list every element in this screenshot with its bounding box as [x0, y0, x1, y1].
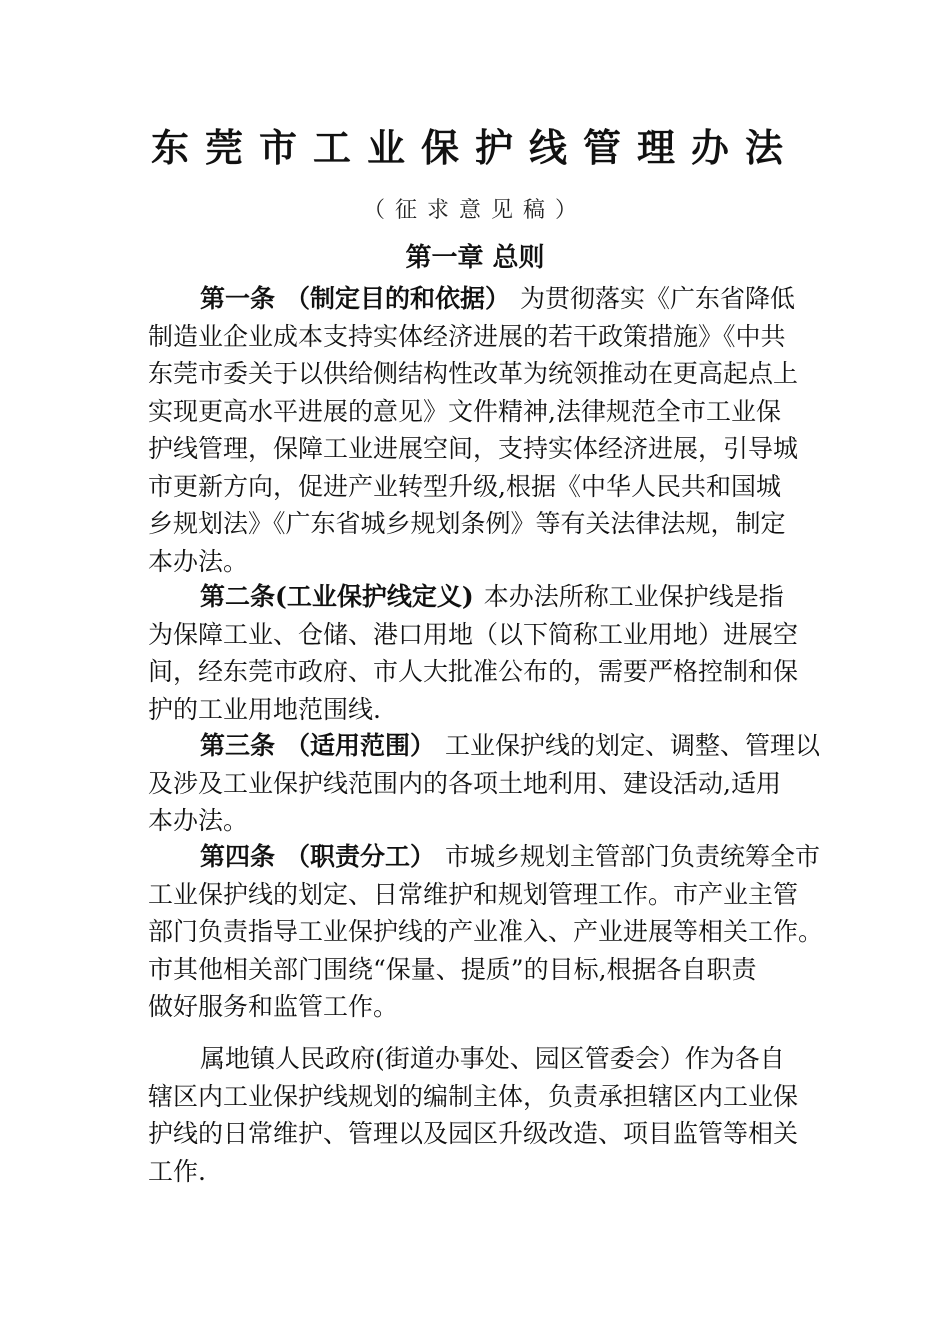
article-1-line-1: [148, 280, 808, 318]
article-3-heading: （适用范围）: [285, 731, 436, 760]
article-2-line-4: 护的工业用地范围线.: [148, 694, 381, 724]
article-1-label: 第一条: [200, 284, 276, 313]
document-subtitle: （征求意见稿）: [362, 198, 587, 223]
article-2-text: 本办法所称工业保护线是指: [483, 582, 784, 611]
article-4-line-3: 部门负责指导工业保护线的产业准入、产业进展等相关工作。: [148, 917, 824, 946]
article-4-heading: （职责分工）: [285, 842, 436, 871]
article-1: [148, 280, 808, 580]
article-1-line-6: 市更新方向，促进产业转型升级,根据《中华人民共和国城: [148, 471, 781, 501]
article-1-line-3: 东莞市委关于以供给侧结构性改革为统领推动在更高起点上: [148, 359, 799, 388]
article-3-line-3: 本办法。: [148, 806, 249, 835]
document-title: 东莞市工业保护线管理办法: [150, 125, 799, 170]
paragraph-5-line-4: 工作.: [148, 1156, 206, 1186]
article-2: [148, 578, 808, 728]
article-1-line-5: 护线管理，保障工业进展空间，支持实体经济进展，引导城: [148, 434, 799, 463]
article-3-text: 工业保护线的划定、调整、管理以: [445, 731, 821, 760]
paragraph-5-line-1: 属地镇人民政府(街道办事处、园区管委会）作为各自: [200, 1044, 785, 1073]
paragraph-5-line-2: 辖区内工业保护线规划的编制主体，负责承担辖区内工业保: [148, 1081, 799, 1111]
article-1-heading: （制定目的和依据）: [285, 284, 511, 313]
article-4-line-4: 市其他相关部门围绕“保量、提质”的目标,根据各自职责: [148, 954, 757, 984]
article-4: [148, 838, 824, 1026]
article-2-line-1: [148, 578, 808, 616]
article-4-line-1: [148, 838, 821, 876]
article-3-line-2: 及涉及工业保护线范围内的各项土地利用、建设活动,适用: [148, 768, 781, 798]
article-3-line-1: [148, 727, 821, 765]
article-4-line-5: 做好服务和监管工作。: [148, 992, 399, 1021]
chapter-heading: 第一章 总则: [405, 243, 545, 273]
article-1-line-2: 制造业企业成本支持实体经济进展的若干政策措施》《中共: [148, 321, 786, 351]
article-4-line-2: 工业保护线的划定、日常维护和规划管理工作。市产业主管: [148, 879, 799, 909]
local-government-paragraph: [148, 1040, 808, 1190]
article-2-label: 第二条: [200, 582, 276, 611]
article-4-label: 第四条: [200, 842, 276, 871]
paragraph-5-line-3: 护线的日常维护、管理以及园区升级改造、项目监管等相关: [148, 1119, 799, 1148]
article-3-label: 第三条: [200, 731, 276, 760]
article-2-line-2: 为保障工业、仓储、港口用地（以下简称工业用地）进展空: [148, 619, 799, 649]
article-1-line-4: 实现更高水平进展的意见》文件精神,法律规范全市工业保: [148, 396, 781, 426]
article-1-line-8: 本办法。: [148, 546, 249, 576]
article-2-heading: (工业保护线定义): [275, 582, 474, 611]
article-1-line-7: 乡规划法》《广东省城乡规划条例》等有关法律法规，制定: [148, 509, 786, 538]
article-1-text: 为贯彻落实《广东省降低: [520, 284, 796, 313]
article-2-line-3: 间，经东莞市政府、市人大批准公布的，需要严格控制和保: [148, 657, 799, 686]
article-4-text: 市城乡规划主管部门负责统筹全市: [445, 842, 821, 871]
article-3: [148, 727, 821, 840]
